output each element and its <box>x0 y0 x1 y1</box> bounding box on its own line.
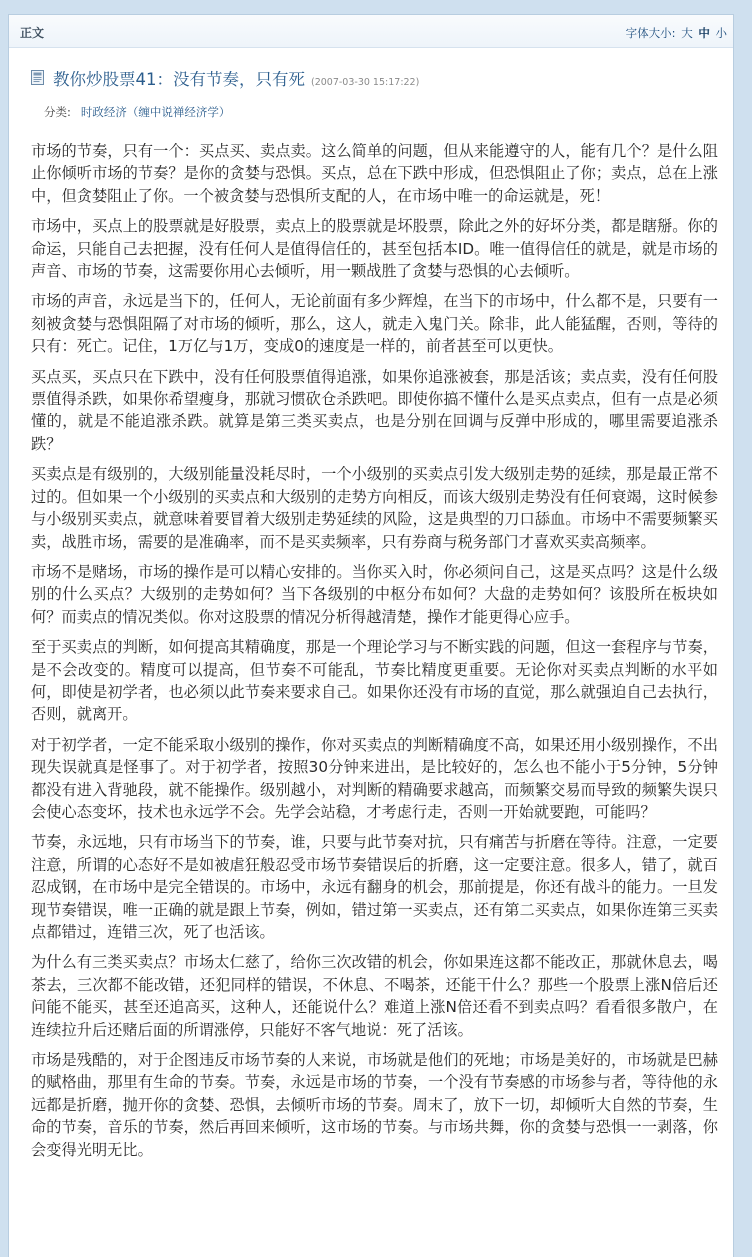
font-size-switcher <box>624 25 727 41</box>
article-paragraph: 市场是残酷的，对于企图违反市场节奏的人来说，市场就是他们的死地；市场是美好的，市场就是巴赫的赋格曲，那里有生命的节奏。节奏，永远是市场的节奏，一个没有节奏感的市场参与者，等待他的永远都是折磨，抛开你的贪婪、恐惧，去倾听市场的节奏。周末了，放下一切，却倾听大自然的节奏，生命的节奏，音乐的节奏，然后再回来倾听，这市场的节奏。与市场共舞，你的贪婪与恐惧一一剥落，你会变得光明无比。 <box>31 1051 718 1159</box>
article-paragraph: 为什么有三类买卖点？市场太仁慈了，给你三次改错的机会，你如果连这都不能改正，那就休息去，喝茶去，三次都不能改错，还犯同样的错误，不休息、不喝茶，还能干什么？那些一个股票上涨N倍后还问能不能买，甚至还追高买，这种人，还能说什么？难道上涨N倍还看不到卖点吗？看看很多散户，在连续拉升后还赌后面的所谓涨停，只能好不客气地说：死了活该。 <box>31 953 718 1039</box>
section-label: 正文 <box>20 26 45 40</box>
post-category <box>44 104 733 120</box>
article-paragraph: 市场的节奏，只有一个：买点买、卖点卖。这么简单的问题，但从来能遵守的人，能有几个？是什么阻止你倾听市场的节奏？是你的贪婪与恐惧。买点，总在下跌中形成，但恐惧阻止了你；卖点，总在上涨中，但贪婪阻止了你。一个被贪婪与恐惧所支配的人，在市场中唯一的命运就是，死！ <box>31 142 718 205</box>
post-title <box>53 66 419 90</box>
font-size-medium-link[interactable]: 中 <box>698 26 710 40</box>
font-size-large-link[interactable]: 大 <box>681 26 693 40</box>
font-size-label: 字体大小: <box>625 26 676 40</box>
article-paragraph: 节奏，永远地，只有市场当下的节奏，谁，只要与此节奏对抗，只有痛苦与折磨在等待。注意，一定要注意，所谓的心态好不是如被虐狂般忍受市场节奏错误后的折磨，这一定要注意。很多人，错了，就百忍成钢，在市场中是完全错误的。市场中，永远有翻身的机会，那前提是，你还有战斗的能力。一旦发现节奏错误，唯一正确的就是跟上节奏，例如，错过第一买卖点，还有第二买卖点，如果你连第三买卖点都错过，连错三次，死了也活该。 <box>31 833 718 941</box>
article-panel <box>8 14 734 1257</box>
category-label: 分类: <box>44 105 71 119</box>
post-title-text: 教你炒股票41：没有节奏，只有死 <box>53 70 305 89</box>
article-paragraph: 买点买，买点只在下跌中，没有任何股票值得追涨，如果你追涨被套，那是活该；卖点卖，没有任何股票值得杀跌，如果你希望瘦身，那就习惯砍仓杀跌吧。即使你搞不懂什么是买点卖点，但有一点是必须懂的，就是不能追涨杀跌。就算是第三类买卖点，也是分别在回调与反弹中形成的，哪里需要追涨杀跌？ <box>31 367 718 453</box>
article-paragraph: 市场中，买点上的股票就是好股票，卖点上的股票就是坏股票，除此之外的好坏分类，都是瞎掰。你的命运，只能自己去把握，没有任何人是值得信任的，甚至包括本ID。唯一值得信任的就是，就是市场的声音、市场的节奏，这需要你用心去倾听，用一颗战胜了贪婪与恐惧的心去倾听。 <box>31 217 718 281</box>
post-date: (2007-03-30 15:17:22) <box>311 77 420 88</box>
article-paragraph: 至于买卖点的判断，如何提高其精确度，那是一个理论学习与不断实践的问题，但这一套程序与节奏，是不会改变的。精度可以提高，但节奏不可能乱，节奏比精度更重要。无论你对买卖点判断的水平如何，即使是初学者，也必须以此节奏来要求自己。如果你还没有市场的直觉，那么就强迫自己去执行，否则，就离开。 <box>31 638 718 724</box>
article-paragraph: 买卖点是有级别的，大级别能量没耗尽时，一个小级别的买卖点引发大级别走势的延续，那是最正常不过的。但如果一个小级别的买卖点和大级别的走势方向相反，而该大级别走势没有任何衰竭，这时候参与小级别买卖点，就意味着要冒着大级别走势延续的风险，这是典型的刀口舔血。市场中不需要频繁买卖，战胜市场，需要的是准确率，而不是买卖频率，只有券商与税务部门才喜欢买卖高频率。 <box>31 465 718 551</box>
font-size-small-link[interactable]: 小 <box>715 26 727 40</box>
article-paragraph: 对于初学者，一定不能采取小级别的操作，你对买卖点的判断精确度不高，如果还用小级别操作，不出现失误就真是怪事了。对于初学者，按照30分钟来进出，是比较好的，怎么也不能小于5分钟，5分钟都没有进入背驰段，就不能操作。级别越小，对判断的精确要求越高，而频繁交易而导致的频繁失误只会使心态变坏，技术也永远学不会。先学会站稳，才考虑行走，否则一开始就要跑，可能吗？ <box>31 735 718 821</box>
article-paragraph: 市场的声音，永远是当下的，任何人，无论前面有多少辉煌，在当下的市场中，什么都不是，只要有一刻被贪婪与恐惧阻隔了对市场的倾听，那么，这人，就走入鬼门关。除非，此人能猛醒，否则，等待的只有：死亡。记住，1万亿与1万，变成0的速度是一样的，前者甚至可以更快。 <box>31 292 718 356</box>
content-header-bar <box>9 15 733 48</box>
document-icon <box>31 70 44 85</box>
article-body <box>9 120 733 1161</box>
article-paragraph: 市场不是赌场，市场的操作是可以精心安排的。当你买入时，你必须问自己，这是买点吗？这是什么级别的什么买点？大级别的走势如何？当下各级别的中枢分布如何？大盘的走势如何？该股所在板块如何？而卖点的情况类似。你对这股票的情况分析得越清楚，操作才能更得心应手。 <box>31 562 718 626</box>
category-link[interactable]: 时政经济（缠中说禅经济学） <box>80 105 231 119</box>
post-title-row <box>31 66 733 90</box>
